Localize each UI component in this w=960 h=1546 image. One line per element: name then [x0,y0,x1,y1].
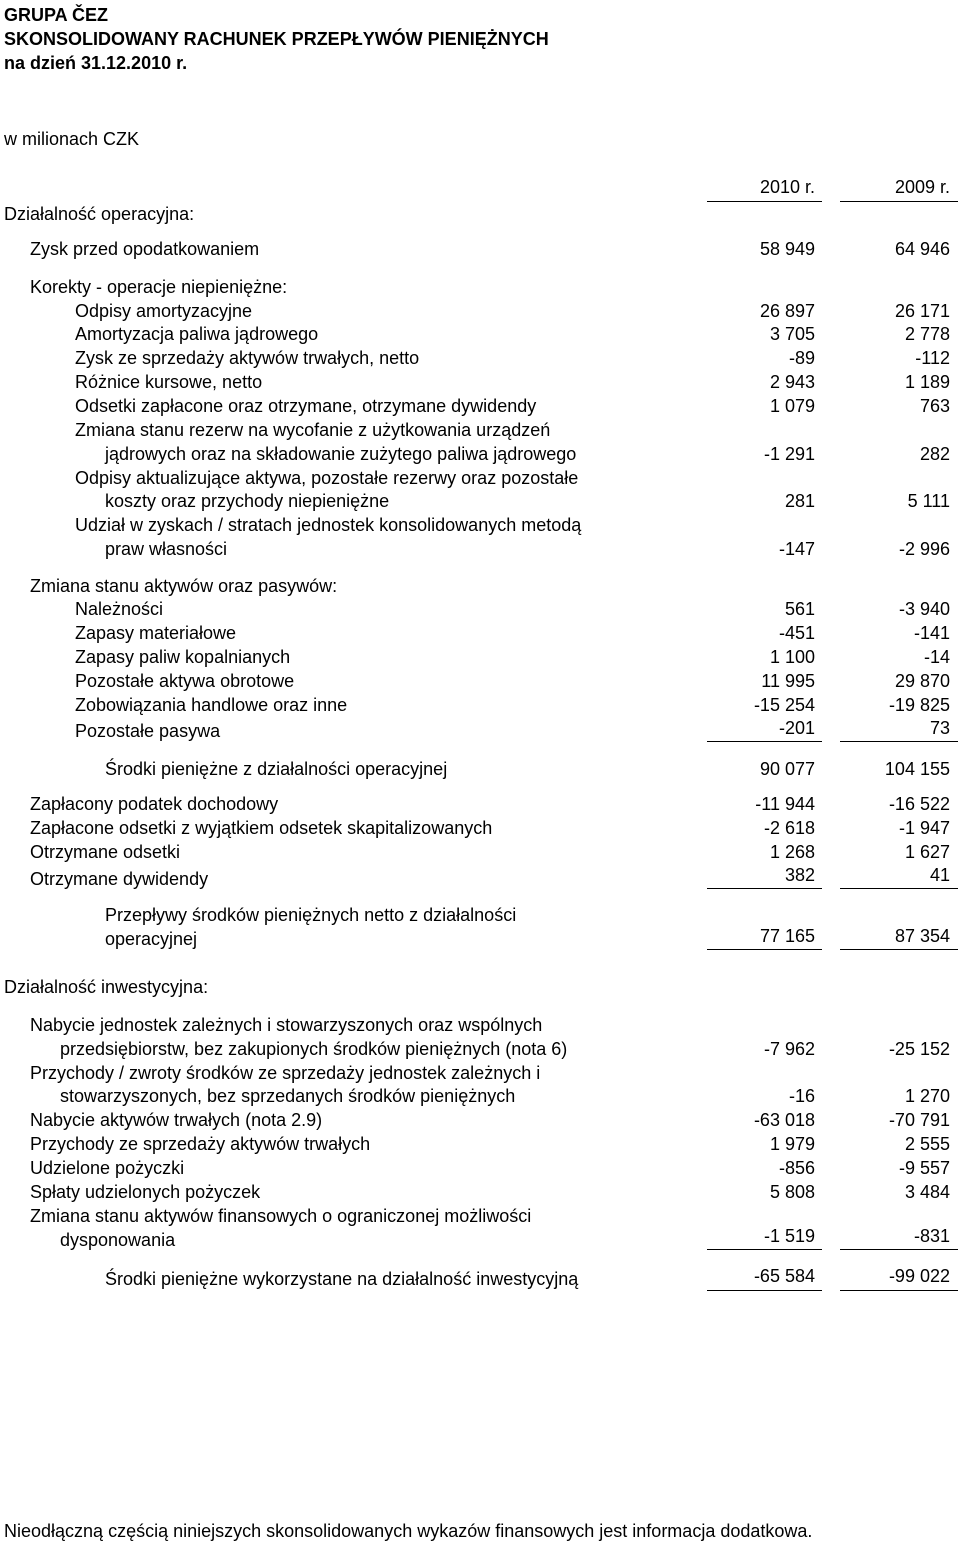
subtotal-rule-2010 [707,1249,822,1250]
row-label: Przychody / zwroty środków ze sprzedaży jednostek zależnych i [30,1063,541,1083]
row-label: Należności [75,599,164,619]
row-label: Spłaty udzielonych pożyczek [30,1182,261,1202]
row-value-2009: -112 [915,348,950,368]
row-value-2009: 1 270 [904,1086,950,1106]
row-label: Udział w zyskach / stratach jednostek konsolidowanych metodą [75,515,582,535]
subtotal-rule-2009 [840,1249,958,1250]
row-value-2010: -451 [778,623,815,643]
row-value-2009: -25 152 [888,1039,950,1059]
subtotal-value-2010: 90 077 [759,759,815,779]
total-rule-2010 [707,1290,822,1291]
row-value-2009: 2 555 [904,1134,950,1154]
header-rule-2010 [707,201,822,202]
row-label: Zapasy paliw kopalnianych [75,647,291,667]
row-value-2009: -141 [913,623,950,643]
row-value-2009: -19 825 [888,695,950,715]
subtotal-value-2009: 104 155 [884,759,950,779]
row-label: Zmiana stanu aktywów finansowych o ograniczonej możliwości [30,1206,532,1226]
row-value-2010: 5 808 [769,1182,815,1202]
subtotal-rule-2010 [707,741,822,742]
subtotal-rule-2010 [707,888,822,889]
row-value-2009: 3 484 [904,1182,950,1202]
row-value-2009: 5 111 [907,491,950,511]
column-header-2010: 2010 r. [759,177,815,197]
section-heading-operating: Działalność operacyjna: [4,204,195,224]
row-value-2009: 2 778 [904,324,950,344]
row-value-2009: 29 870 [894,671,950,691]
row-value-2010: -201 [778,718,815,738]
row-value-2009: 26 171 [894,301,950,321]
total-rule-2010 [707,949,822,950]
row-value-2009: 282 [919,444,950,464]
subtotal-label: Przepływy środków pieniężnych netto z działalności [105,905,517,925]
row-label: Zysk przed opodatkowaniem [30,239,260,259]
row-value-2009: 1 189 [904,372,950,392]
row-value-2010: -1 291 [763,444,815,464]
subtotal-label: Środki pieniężne wykorzystane na działalność inwestycyjną [105,1269,579,1289]
row-value-2010: 382 [784,865,815,885]
row-value-2010: 561 [784,599,815,619]
row-value-2009: 64 946 [894,239,950,259]
row-label: Zysk ze sprzedaży aktywów trwałych, netto [75,348,420,368]
footer-note: Nieodłączną częścią niniejszych skonsolidowanych wykazów finansowych jest informacja dodatkowa. [4,1521,813,1541]
row-value-2009: -2 996 [898,539,950,559]
row-value-2009: -16 522 [888,794,950,814]
row-label: jądrowych oraz na składowanie zużytego paliwa jądrowego [105,444,577,464]
row-value-2009: 41 [929,865,950,885]
row-value-2010: -856 [778,1158,815,1178]
header-rule-2009 [840,201,958,202]
row-label: stowarzyszonych, bez sprzedanych środków pieniężnych [60,1086,516,1106]
row-value-2010: 2 943 [769,372,815,392]
row-label: przedsiębiorstw, bez zakupionych środków pieniężnych (nota 6) [60,1039,568,1059]
subsection-heading: Korekty - operacje niepieniężne: [30,277,288,297]
row-label: Zmiana stanu rezerw na wycofanie z użytkowania urządzeń [75,420,551,440]
row-value-2010: 58 949 [759,239,815,259]
row-value-2009: -9 557 [898,1158,950,1178]
row-value-2010: 26 897 [759,301,815,321]
row-value-2010: -7 962 [763,1039,815,1059]
total-rule-2009 [840,1290,958,1291]
row-label: Udzielone pożyczki [30,1158,185,1178]
row-value-2010: 1 268 [769,842,815,862]
row-label: Otrzymane odsetki [30,842,181,862]
row-value-2010: -63 018 [753,1110,815,1130]
document-title: SKONSOLIDOWANY RACHUNEK PRZEPŁYWÓW PIENIĘŻNYCH [4,29,549,49]
row-value-2010: 1 979 [769,1134,815,1154]
row-label: Odpisy aktualizujące aktywa, pozostałe rezerwy oraz pozostałe [75,468,579,488]
subtotal-rule-2009 [840,741,958,742]
row-value-2009: 1 627 [904,842,950,862]
subtotal-label: operacyjnej [105,929,198,949]
subtotal-value-2010: -65 584 [753,1266,815,1286]
row-value-2010: -1 519 [763,1226,815,1246]
row-value-2009: 763 [919,396,950,416]
document-date: na dzień 31.12.2010 r. [4,53,188,73]
total-rule-2009 [840,949,958,950]
row-value-2010: -89 [788,348,815,368]
row-label: Nabycie aktywów trwałych (nota 2.9) [30,1110,323,1130]
row-label: Odpisy amortyzacyjne [75,301,253,321]
row-value-2010: -16 [788,1086,815,1106]
row-label: praw własności [105,539,228,559]
row-label: Zobowiązania handlowe oraz inne [75,695,348,715]
row-value-2010: -2 618 [763,818,815,838]
row-label: Zapłacone odsetki z wyjątkiem odsetek skapitalizowanych [30,818,493,838]
row-value-2010: -15 254 [753,695,815,715]
row-label: Otrzymane dywidendy [30,869,209,889]
company-name: GRUPA ČEZ [4,5,109,25]
row-value-2010: 281 [784,491,815,511]
row-value-2009: -70 791 [888,1110,950,1130]
row-label: Zapasy materiałowe [75,623,237,643]
row-label: Pozostałe aktywa obrotowe [75,671,295,691]
subtotal-value-2010: 77 165 [759,926,815,946]
subtotal-value-2009: 87 354 [894,926,950,946]
subtotal-value-2009: -99 022 [888,1266,950,1286]
row-value-2009: -831 [913,1226,950,1246]
row-value-2009: -3 940 [898,599,950,619]
row-value-2010: 11 995 [761,671,815,691]
row-value-2010: 1 079 [769,396,815,416]
section-heading-investing: Działalność inwestycyjna: [4,977,209,997]
row-value-2010: -11 944 [755,794,815,814]
row-value-2009: 73 [929,718,950,738]
row-label: Różnice kursowe, netto [75,372,263,392]
subtotal-rule-2009 [840,888,958,889]
row-label: Amortyzacja paliwa jądrowego [75,324,319,344]
row-label: dysponowania [60,1230,176,1250]
row-label: Nabycie jednostek zależnych i stowarzyszonych oraz wspólnych [30,1015,543,1035]
row-label: Pozostałe pasywa [75,721,221,741]
row-value-2010: -147 [778,539,815,559]
row-label: koszty oraz przychody niepieniężne [105,491,390,511]
row-value-2009: -1 947 [898,818,950,838]
subtotal-label: Środki pieniężne z działalności operacyjnej [105,759,448,779]
row-label: Odsetki zapłacone oraz otrzymane, otrzymane dywidendy [75,396,537,416]
row-value-2010: 1 100 [769,647,815,667]
row-label: Zapłacony podatek dochodowy [30,794,279,814]
subsection-heading: Zmiana stanu aktywów oraz pasywów: [30,576,338,596]
column-header-2009: 2009 r. [894,177,950,197]
row-value-2009: -14 [923,647,950,667]
row-value-2010: 3 705 [769,324,815,344]
unit-label: w milionach CZK [4,129,140,149]
row-label: Przychody ze sprzedaży aktywów trwałych [30,1134,371,1154]
